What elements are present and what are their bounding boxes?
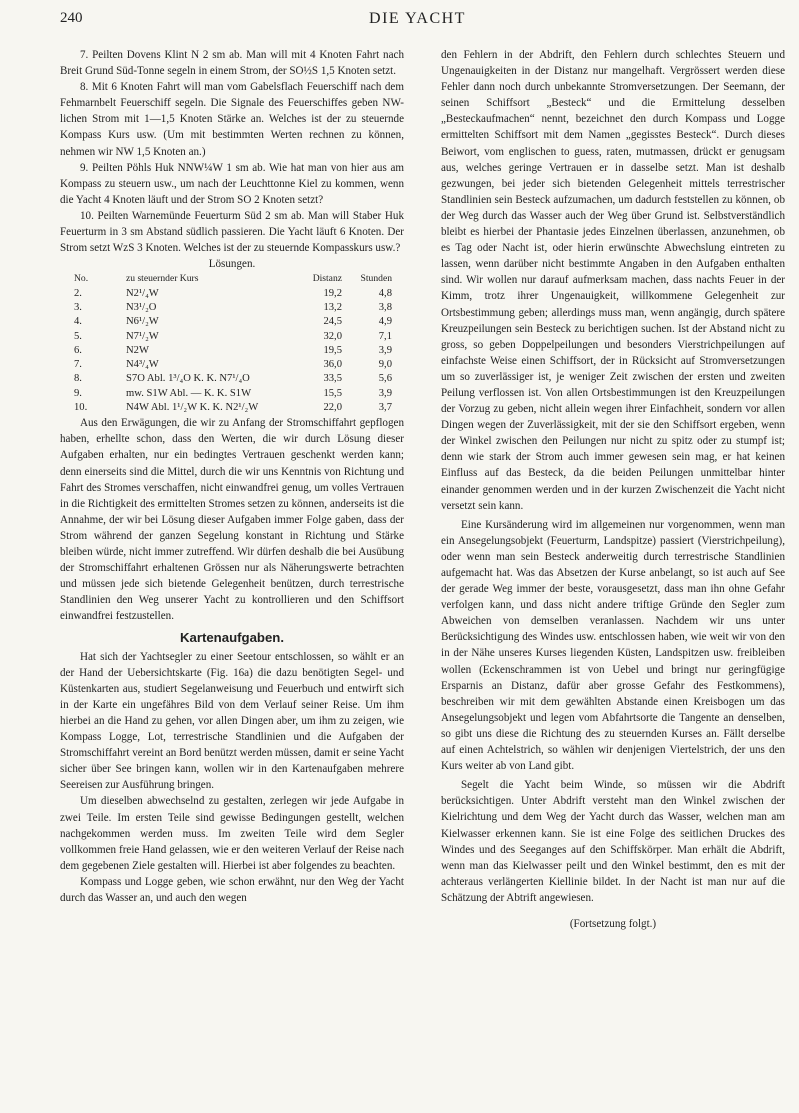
solution-row <box>60 315 404 329</box>
solution-no: 9. <box>74 387 82 399</box>
solution-row <box>60 358 404 372</box>
solution-course: S7O Abl. 1³/₄O K. K. N7¹/₄O <box>126 373 250 385</box>
page-header <box>60 10 775 32</box>
solutions-title: Lösungen. <box>208 258 256 271</box>
solution-hours: 3,9 <box>378 344 392 356</box>
body-paragraph: Segelt die Yacht beim Winde, so müssen wir die Abdrift berücksichtigen. Unter Abdrift versteht man den Winkel zwischen der Kielrichtung und dem Weg der Yacht durch das Wasser, welchen man am Kielwasser erkennen kann. Sie ist eine Folge des seitlichen Druckes des Windes und des Seeganges auf den Schiffskörper. Man erhält die Abdrift, wenn man das Kielwasser peilt und den Winkel bestimmt, den es mit der achteraus verlängerten Kiellinie bildet. In der Nacht ist man nur auf die Schätzung der Abtrift angewiesen. <box>441 779 785 904</box>
body-paragraph: den Fehlern in der Abdrift, den Fehlern durch schlechtes Steuern und Ungenauigkeiten in der Distanz nur mangelhaft. Vergrössert werden diese Fehler dann noch durch unbekannte Stromversetzungen. Der Seemann, der seinen Schiffsort „Besteck“ und die Ermittelung desselben „Besteckaufmachen“ nennt, bezeichnet den durch Kompass und Logge ermittelten Schiffsort mit dem Namen „gegisstes Besteck“. Durch dieses Beiwort, vom englischen to guess, raten, mutmassen, drückt er genugsam aus, welches geringe Vertrauen er in dasselbe setzt. Man ist deshalb gezwungen, bei jeder sich bietenden Gelegenheit mittels terrestrischer Standlinien sein Besteck aufzumachen, um dadurch feststellen zu können, ob der Weg durch das Wasser auch der Weg über Grund ist. Selbstverständlich bleibt es hierbei der Phantasie jedes Einzelnen überlassen, anzunehmen, ob es Tag oder Nacht ist, oder hierin erwünschte Abwechslung eintreten zu lassen, wenn darüber nicht bestimmte Angaben in den Aufgaben enthalten sind. Wir wollen nur darauf aufmerksam machen, dass nachts Feuer in der Kimm, trotz ihrer Ungenauigkeit, willkommene Gelegenheit zur Ortsbestimmung geben; allerdings muss man, wenn angängig, durch spätere Kreuzpeilungen sein Besteck zu berichtigen suchen. Ist der Abstand nicht zu gross, so geben Doppelpeilungen und besonders Vierstrichpeilungen auf einfachste Weise einen Schiffsort, der in Rücksicht auf Stromversetzungen um so zuverlässiger ist, je weniger Zeit zwischen der ersten und zweiten Peilung verflossen ist. Von allen Ortsbestimmungen ist den Kreuzpeilungen der Vorzug zu geben, nicht allein wegen ihrer Einfachheit, sondern vor allen Dingen wegen der Zuverlässigkeit, mit der sie den Schiffsort ergeben, wenn der Winkel zwischen den Peilungen nur nicht zu spitz oder zu stumpf ist; denn wie stark der Strom auch immer gewesen sein mag, er hat keinen Einfluss auf das Besteck, da die beiden Peilungen unmittelbar hinter einander genommen werden und in der kurzen Zwischenzeit die Yacht nicht versetzt sein kann. <box>441 49 785 512</box>
solution-no: 10. <box>74 401 88 413</box>
header-no: No. <box>74 273 89 285</box>
solution-row <box>60 387 404 401</box>
solution-hours: 9,0 <box>378 359 392 371</box>
solution-hours: 3,8 <box>378 301 392 313</box>
solution-distance: 19,2 <box>323 287 342 299</box>
solution-course: N7¹/₂W <box>126 330 159 342</box>
solution-hours: 4,9 <box>378 316 392 328</box>
left-column <box>60 47 404 906</box>
solution-hours: 7,1 <box>378 330 392 342</box>
solution-hours: 4,8 <box>378 287 392 299</box>
body-paragraph: Um dieselben abwechselnd zu gestalten, zerlegen wir jede Aufgabe in zwei Teile. Im ersten Teile sind gewisse Bedingungen gestellt, welchen nachgekommen werden muss. Im zweiten Teile wird dem Segler vollkommen freie Hand gelassen, wie er den weiteren Verlauf der Reise nach dem gegebenen Ziele gestalten will. Hierbei ist aber folgendes zu beachten. <box>60 795 404 872</box>
solution-row <box>60 344 404 358</box>
solution-hours: 3,9 <box>378 387 392 399</box>
solution-no: 6. <box>74 344 82 356</box>
solution-row <box>60 287 404 301</box>
body-paragraph: Aus den Erwägungen, die wir zu Anfang der Stromschiffahrt gepflogen haben, erhellte schon, dass den Werten, die wir durch Lösung dieser Aufgaben erhalten, nur ein bedingtes Vertrauen geschenkt werden kann; denn einerseits sind die Mittel, durch die wir uns Kenntnis von Richtung und Fahrt des Stromes verschaffen, nicht einwandfrei genug, um volles Vertrauen in die Richtigkeit des ermittelten Stromes setzen zu können, anderseits ist die Annahme, der wir bei Lösung dieser Aufgaben immer Folge gaben, dass der Strom während der ganzen Segelung konstant in Richtung und Stärke bleiben würde, nicht immer zutreffend. Wir dürfen deshalb die bei Ausübung der Stromschiffahrt erhaltenen Grössen nur als Näherungswerte betrachten und müssen jede sich bietende Gelegenheit benützen, durch terrestrische Standlinien den Weg unserer Yacht zu kontrollieren und den Schiffsort einwandfrei festzustellen. <box>60 417 404 623</box>
exercise-paragraph: 7. Peilten Dovens Klint N 2 sm ab. Man will mit 4 Knoten Fahrt nach Breit Grund Süd-Tonne segeln in einem Strom, der SO½S 1,5 Knoten setzt. <box>60 49 404 78</box>
solution-row <box>60 330 404 344</box>
solution-course: N4³/₄W <box>126 359 159 371</box>
solution-row <box>60 301 404 315</box>
solution-distance: 32,0 <box>323 330 342 342</box>
solution-no: 4. <box>74 316 82 328</box>
solution-course: N2¹/₄W <box>126 287 159 299</box>
page-number: 240 <box>60 10 83 26</box>
solution-distance: 13,2 <box>323 301 342 313</box>
body-paragraph: Hat sich der Yachtsegler zu einer Seetour entschlossen, so wählt er an der Hand der Uebersichtskarte (Fig. 16a) die dazu benötigten Segel- und Küstenkarten aus, studiert Segelanweisung und Feuerbuch und entwirft sich in der Karte ein ungefähres Bild von dem Verlauf seiner Reise. Um ihm hierbei an die Hand zu gehen, vor allen Dingen aber, um ihm zu zeigen, wie Kompass Logge, Lot, terrestrische Standlinien und die Aufgaben der Stromschiffahrt vereint an Bord benützt werden müssen, damit er seine Yacht sicher über See bringen kann, wollen wir in den Kartenaufgaben mehrere Seereisen zur Ausführung bringen. <box>60 650 404 792</box>
body-paragraph: Kompass und Logge geben, wie schon erwähnt, nur den Weg der Yacht durch das Wasser an, und auch den wegen <box>60 875 404 904</box>
solution-distance: 24,5 <box>323 316 342 328</box>
solution-hours: 3,7 <box>378 401 392 413</box>
section-heading: Kartenaufgaben. <box>179 629 285 645</box>
solution-no: 5. <box>74 330 82 342</box>
solution-course: N3¹/₂O <box>126 301 157 313</box>
solution-row <box>60 372 404 386</box>
exercise-paragraph: 8. Mit 6 Knoten Fahrt will man vom Gabelsflach Feuerschiff nach dem Fehmarnbelt Feuerschiff segeln. Die Signale des Feuerschiffes geben NW-lichen Strom mit 1—1,5 Knoten Stärke an. Welches ist der zu steuernde Kompass Kurs usw. (Um mit bestimmten Werten rechnen zu können, nehmen wir NW 1,5 Knoten an.) <box>60 81 404 158</box>
solution-course: mw. S1W Abl. — K. K. S1W <box>126 387 252 399</box>
solution-course: N4W Abl. 1¹/₂W K. K. N2¹/₂W <box>126 401 259 413</box>
exercise-paragraph: 10. Peilten Warnemünde Feuerturm Süd 2 sm ab. Man will Staber Huk Feuerturm in 3 sm Abstand südlich passieren. Die Yacht läuft 6 Knoten. Der Strom setzt WzS 3 Knoten. Welches ist der zu steuernde Kompasskurs usw.? <box>60 209 404 255</box>
solution-distance: 36,0 <box>323 359 342 371</box>
solution-course: N6¹/₂W <box>126 316 159 328</box>
solution-no: 8. <box>74 373 82 385</box>
solution-hours: 5,6 <box>378 373 392 385</box>
solution-distance: 15,5 <box>323 387 342 399</box>
solution-no: 7. <box>74 359 82 371</box>
header-hours: Stunden <box>360 273 392 285</box>
solutions-header-row <box>60 272 404 286</box>
solution-row <box>60 401 404 415</box>
solution-distance: 19,5 <box>323 344 342 356</box>
body-paragraph: Eine Kursänderung wird im allgemeinen nur vorgenommen, wenn man ein Ansegelungsobjekt (Feuerturm, Landspitze) passiert (Vierstrichpeilung), oder wenn man sein Besteck anderweitig durch terrestrische Standlinien aufgemacht hat. Was das Absetzen der Kurse anbelangt, so ist auch auf See der gerade Weg immer der beste, vorausgesetzt, dass man ihn ohne Gefahr verfolgen kann, und dass nicht andere triftige Gründe den Segler zum Abweichen von demselben veranlassen. Nachdem wir uns unter Berücksichtigung des Windes usw. entschlossen haben, wie weit wir von den in der Nähe unseres Kurses liegenden Küsten, Landspitzen usw. freibleiben wollen (Eckenschrammen ist von Uebel und bringt nur geringfügige Ersparnis an Distanz, dafür aber grosse Gefahr des Festkommens), beschreiben wir mit dem gewählten Abstande einen Kreisbogen um das Ansegelungsobjekt und legen vom Abfahrtsorte die Tangente an denselben, so gibt uns diese die Richtung des zu steuernden Kurses an. Fällt derselbe auf einen Achtelstrich, so wählen wir denjenigen Viertelstrich, der uns den Kurs weiter ab von Land gibt. <box>441 518 785 773</box>
header-distance: Distanz <box>312 273 342 285</box>
right-column <box>441 47 785 932</box>
solution-distance: 22,0 <box>323 401 342 413</box>
exercise-paragraph: 9. Peilten Pöhls Huk NNW¼W 1 sm ab. Wie hat man von hier aus am Kompass zu steuern usw., um nach der Leuchttonne Kiel zu kommen, wenn die Yacht 4 Knoten läuft und der Strom SO 2 Knoten setzt? <box>60 161 404 206</box>
solution-no: 2. <box>74 287 82 299</box>
solution-course: N2W <box>126 344 149 356</box>
header-course: zu steuernder Kurs <box>126 273 199 285</box>
running-title: DIE YACHT <box>369 10 466 27</box>
continuation-note: (Fortsetzung folgt.) <box>569 917 657 930</box>
solution-no: 3. <box>74 301 82 313</box>
solutions-table <box>60 272 404 415</box>
solution-distance: 33,5 <box>323 373 342 385</box>
